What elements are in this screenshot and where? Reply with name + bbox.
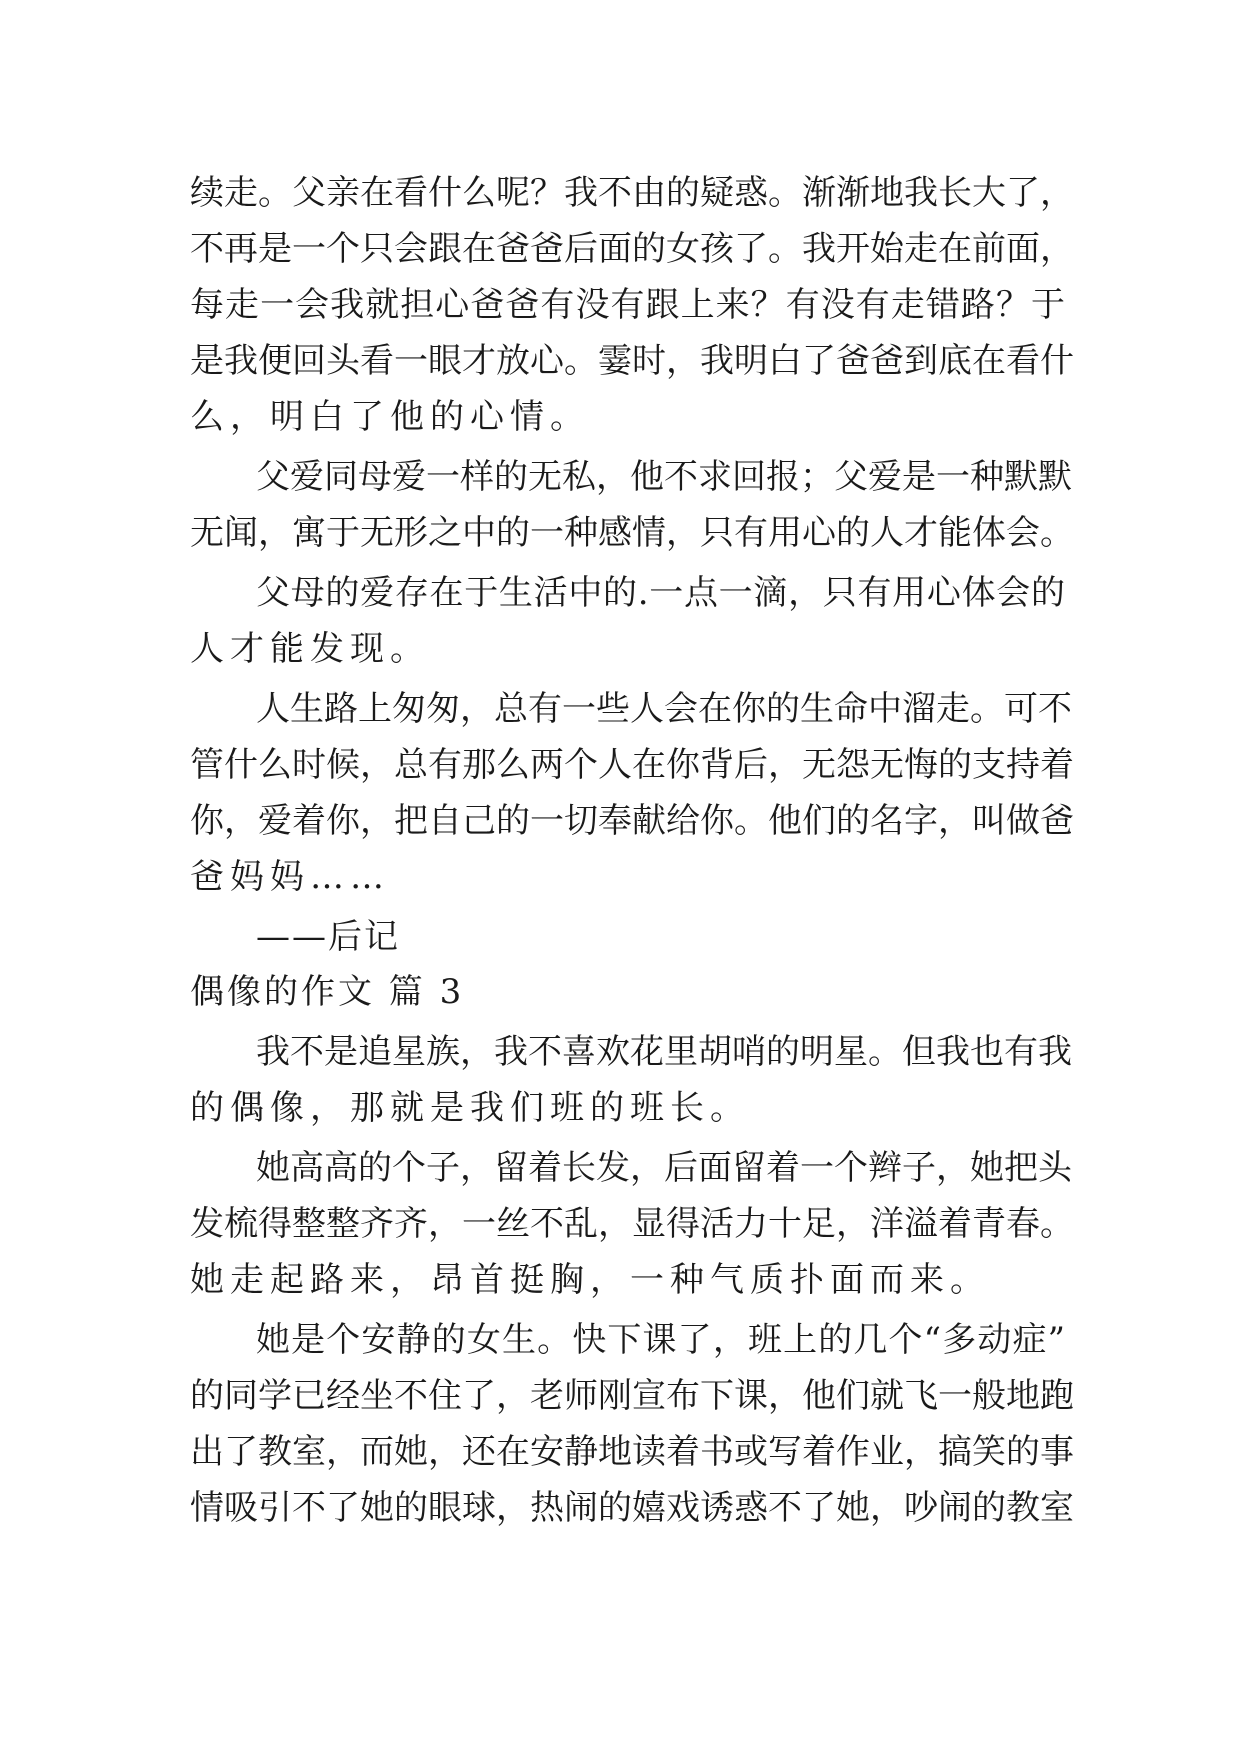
section-heading: 偶像的作文 篇 3 xyxy=(190,972,465,1012)
text-line: 情吸引不了她的眼球，热闹的嬉戏诱惑不了她，吵闹的教室 xyxy=(190,1488,1074,1528)
text-line: 父母的爱存在于生活中的.一点一滴，只有用心体会的 xyxy=(256,573,1065,613)
text-line: 每走一会我就担心爸爸有没有跟上来？有没有走错路？于 xyxy=(190,285,1065,325)
text-line: 续走。父亲在看什么呢？我不由的疑惑。渐渐地我长大了， xyxy=(190,173,1074,213)
text-line: 她走起路来，昂首挺胸，一种气质扑面而来。 xyxy=(190,1260,990,1300)
text-line: 你，爱着你，把自己的一切奉献给你。他们的名字，叫做爸 xyxy=(190,801,1074,841)
text-line: 她是个安静的女生。快下课了，班上的几个“多动症” xyxy=(256,1320,1065,1360)
text-line: 不再是一个只会跟在爸爸后面的女孩了。我开始走在前面， xyxy=(190,229,1074,269)
text-line: 她高高的个子，留着长发，后面留着一个辫子，她把头 xyxy=(256,1148,1072,1188)
text-line: 发梳得整整齐齐，一丝不乱，显得活力十足，洋溢着青春。 xyxy=(190,1204,1074,1244)
text-line: 出了教室，而她，还在安静地读着书或写着作业，搞笑的事 xyxy=(190,1432,1074,1472)
postscript-signature: ——后记 xyxy=(256,917,400,957)
text-line: 的偶像，那就是我们班的班长。 xyxy=(190,1088,750,1128)
text-line: 爸妈妈…… xyxy=(190,857,390,897)
text-line: 的同学已经坐不住了，老师刚宣布下课，他们就飞一般地跑 xyxy=(190,1376,1074,1416)
text-line: 是我便回头看一眼才放心。霎时，我明白了爸爸到底在看什 xyxy=(190,341,1074,381)
text-line: 么，明白了他的心情。 xyxy=(190,397,590,437)
text-line: 人才能发现。 xyxy=(190,629,430,669)
text-line: 管什么时候，总有那么两个人在你背后，无怨无悔的支持着 xyxy=(190,745,1074,785)
text-line: 我不是追星族，我不喜欢花里胡哨的明星。但我也有我 xyxy=(256,1032,1072,1072)
text-line: 人生路上匆匆，总有一些人会在你的生命中溜走。可不 xyxy=(256,689,1072,729)
text-line: 父爱同母爱一样的无私，他不求回报；父爱是一种默默 xyxy=(256,457,1072,497)
text-line: 无闻，寓于无形之中的一种感情，只有用心的人才能体会。 xyxy=(190,513,1074,553)
